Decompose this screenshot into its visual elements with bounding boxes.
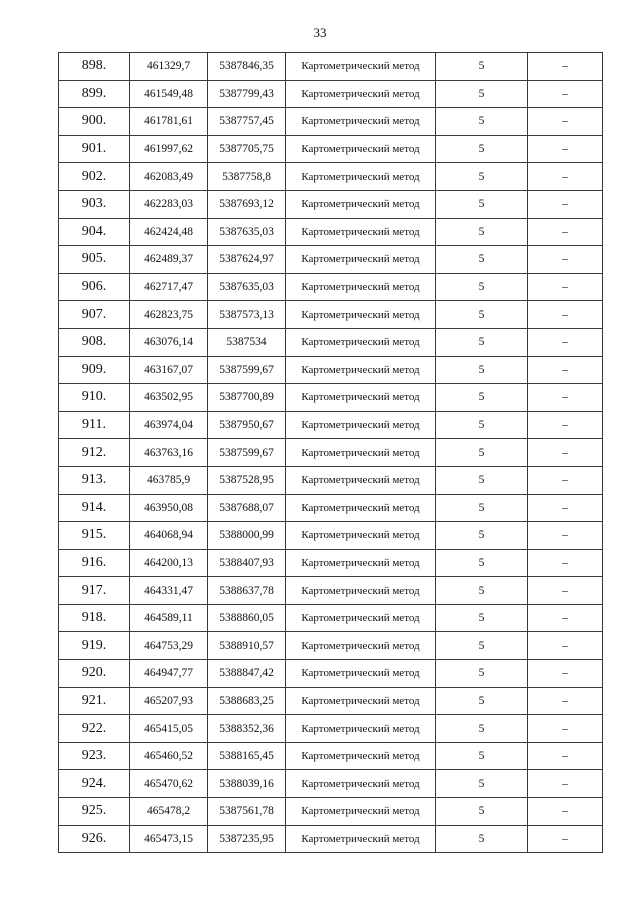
method-cell: Картометрический метод	[286, 190, 436, 218]
x-coordinate-cell: 462489,37	[130, 246, 208, 274]
accuracy-cell: 5	[436, 798, 528, 826]
note-cell: –	[528, 356, 603, 384]
page-number: 33	[313, 25, 327, 40]
note-cell: –	[528, 466, 603, 494]
x-coordinate-cell: 465207,93	[130, 687, 208, 715]
method-cell: Картометрический метод	[286, 411, 436, 439]
method-cell: Картометрический метод	[286, 53, 436, 81]
table-row	[59, 742, 603, 770]
table-row	[59, 522, 603, 550]
table-row	[59, 825, 603, 853]
method-cell: Картометрический метод	[286, 218, 436, 246]
y-coordinate-cell: 5387534	[208, 328, 286, 356]
y-coordinate-cell: 5387573,13	[208, 301, 286, 329]
note-cell: –	[528, 246, 603, 274]
accuracy-cell: 5	[436, 53, 528, 81]
y-coordinate-cell: 5388352,36	[208, 715, 286, 743]
method-cell: Картометрический метод	[286, 466, 436, 494]
method-cell: Картометрический метод	[286, 660, 436, 688]
note-cell: –	[528, 108, 603, 136]
note-cell: –	[528, 384, 603, 412]
table-row	[59, 356, 603, 384]
note-cell: –	[528, 53, 603, 81]
x-coordinate-cell: 465470,62	[130, 770, 208, 798]
method-cell: Картометрический метод	[286, 549, 436, 577]
point-number-cell: 913.	[59, 466, 130, 494]
y-coordinate-cell: 5388407,93	[208, 549, 286, 577]
method-cell: Картометрический метод	[286, 108, 436, 136]
accuracy-cell: 5	[436, 687, 528, 715]
note-cell: –	[528, 411, 603, 439]
point-number-cell: 906.	[59, 273, 130, 301]
accuracy-cell: 5	[436, 273, 528, 301]
table-row	[59, 494, 603, 522]
x-coordinate-cell: 465478,2	[130, 798, 208, 826]
point-number-cell: 911.	[59, 411, 130, 439]
accuracy-cell: 5	[436, 632, 528, 660]
table-row	[59, 190, 603, 218]
method-cell: Картометрический метод	[286, 632, 436, 660]
method-cell: Картометрический метод	[286, 246, 436, 274]
point-number-cell: 920.	[59, 660, 130, 688]
table-row	[59, 770, 603, 798]
point-number-cell: 902.	[59, 163, 130, 191]
accuracy-cell: 5	[436, 163, 528, 191]
y-coordinate-cell: 5387528,95	[208, 466, 286, 494]
table-row	[59, 246, 603, 274]
note-cell: –	[528, 439, 603, 467]
note-cell: –	[528, 549, 603, 577]
accuracy-cell: 5	[436, 301, 528, 329]
note-cell: –	[528, 522, 603, 550]
point-number-cell: 898.	[59, 53, 130, 81]
point-number-cell: 926.	[59, 825, 130, 853]
y-coordinate-cell: 5387561,78	[208, 798, 286, 826]
y-coordinate-cell: 5387635,03	[208, 273, 286, 301]
accuracy-cell: 5	[436, 577, 528, 605]
note-cell: –	[528, 80, 603, 108]
note-cell: –	[528, 190, 603, 218]
x-coordinate-cell: 461781,61	[130, 108, 208, 136]
method-cell: Картометрический метод	[286, 163, 436, 191]
accuracy-cell: 5	[436, 660, 528, 688]
method-cell: Картометрический метод	[286, 135, 436, 163]
accuracy-cell: 5	[436, 604, 528, 632]
accuracy-cell: 5	[436, 549, 528, 577]
method-cell: Картометрический метод	[286, 798, 436, 826]
point-number-cell: 925.	[59, 798, 130, 826]
accuracy-cell: 5	[436, 466, 528, 494]
method-cell: Картометрический метод	[286, 494, 436, 522]
point-number-cell: 919.	[59, 632, 130, 660]
y-coordinate-cell: 5387799,43	[208, 80, 286, 108]
accuracy-cell: 5	[436, 356, 528, 384]
point-number-cell: 905.	[59, 246, 130, 274]
x-coordinate-cell: 461329,7	[130, 53, 208, 81]
table-row	[59, 301, 603, 329]
y-coordinate-cell: 5388039,16	[208, 770, 286, 798]
accuracy-cell: 5	[436, 411, 528, 439]
x-coordinate-cell: 465460,52	[130, 742, 208, 770]
x-coordinate-cell: 463950,08	[130, 494, 208, 522]
method-cell: Картометрический метод	[286, 80, 436, 108]
method-cell: Картометрический метод	[286, 439, 436, 467]
y-coordinate-cell: 5387235,95	[208, 825, 286, 853]
point-number-cell: 899.	[59, 80, 130, 108]
accuracy-cell: 5	[436, 108, 528, 136]
method-cell: Картометрический метод	[286, 356, 436, 384]
note-cell: –	[528, 604, 603, 632]
accuracy-cell: 5	[436, 384, 528, 412]
y-coordinate-cell: 5387950,67	[208, 411, 286, 439]
x-coordinate-cell: 464068,94	[130, 522, 208, 550]
table-row	[59, 273, 603, 301]
table-row	[59, 549, 603, 577]
y-coordinate-cell: 5388860,05	[208, 604, 286, 632]
note-cell: –	[528, 687, 603, 715]
table-row	[59, 80, 603, 108]
table-row	[59, 577, 603, 605]
table-row	[59, 604, 603, 632]
note-cell: –	[528, 301, 603, 329]
method-cell: Картометрический метод	[286, 604, 436, 632]
accuracy-cell: 5	[436, 770, 528, 798]
note-cell: –	[528, 218, 603, 246]
table-row	[59, 163, 603, 191]
y-coordinate-cell: 5387693,12	[208, 190, 286, 218]
table-body	[59, 53, 603, 853]
point-number-cell: 916.	[59, 549, 130, 577]
method-cell: Картометрический метод	[286, 770, 436, 798]
accuracy-cell: 5	[436, 494, 528, 522]
y-coordinate-cell: 5388847,42	[208, 660, 286, 688]
table-row	[59, 108, 603, 136]
coordinates-table	[58, 52, 603, 853]
accuracy-cell: 5	[436, 218, 528, 246]
accuracy-cell: 5	[436, 742, 528, 770]
method-cell: Картометрический метод	[286, 522, 436, 550]
y-coordinate-cell: 5387757,45	[208, 108, 286, 136]
note-cell: –	[528, 742, 603, 770]
x-coordinate-cell: 464331,47	[130, 577, 208, 605]
table-row	[59, 466, 603, 494]
note-cell: –	[528, 632, 603, 660]
method-cell: Картометрический метод	[286, 577, 436, 605]
point-number-cell: 908.	[59, 328, 130, 356]
method-cell: Картометрический метод	[286, 715, 436, 743]
point-number-cell: 907.	[59, 301, 130, 329]
x-coordinate-cell: 463076,14	[130, 328, 208, 356]
accuracy-cell: 5	[436, 80, 528, 108]
note-cell: –	[528, 135, 603, 163]
point-number-cell: 917.	[59, 577, 130, 605]
x-coordinate-cell: 463502,95	[130, 384, 208, 412]
x-coordinate-cell: 464753,29	[130, 632, 208, 660]
method-cell: Картометрический метод	[286, 301, 436, 329]
y-coordinate-cell: 5387635,03	[208, 218, 286, 246]
accuracy-cell: 5	[436, 135, 528, 163]
point-number-cell: 923.	[59, 742, 130, 770]
y-coordinate-cell: 5387700,89	[208, 384, 286, 412]
y-coordinate-cell: 5387624,97	[208, 246, 286, 274]
note-cell: –	[528, 577, 603, 605]
point-number-cell: 910.	[59, 384, 130, 412]
y-coordinate-cell: 5387599,67	[208, 439, 286, 467]
accuracy-cell: 5	[436, 715, 528, 743]
table-row	[59, 411, 603, 439]
method-cell: Картометрический метод	[286, 687, 436, 715]
point-number-cell: 900.	[59, 108, 130, 136]
x-coordinate-cell: 462283,03	[130, 190, 208, 218]
x-coordinate-cell: 464947,77	[130, 660, 208, 688]
y-coordinate-cell: 5387846,35	[208, 53, 286, 81]
x-coordinate-cell: 462083,49	[130, 163, 208, 191]
point-number-cell: 921.	[59, 687, 130, 715]
x-coordinate-cell: 461549,48	[130, 80, 208, 108]
accuracy-cell: 5	[436, 328, 528, 356]
point-number-cell: 901.	[59, 135, 130, 163]
x-coordinate-cell: 463785,9	[130, 466, 208, 494]
point-number-cell: 915.	[59, 522, 130, 550]
method-cell: Картометрический метод	[286, 384, 436, 412]
table-row	[59, 715, 603, 743]
y-coordinate-cell: 5387758,8	[208, 163, 286, 191]
x-coordinate-cell: 465473,15	[130, 825, 208, 853]
y-coordinate-cell: 5388910,57	[208, 632, 286, 660]
note-cell: –	[528, 825, 603, 853]
y-coordinate-cell: 5388683,25	[208, 687, 286, 715]
accuracy-cell: 5	[436, 825, 528, 853]
point-number-cell: 914.	[59, 494, 130, 522]
x-coordinate-cell: 463974,04	[130, 411, 208, 439]
x-coordinate-cell: 462717,47	[130, 273, 208, 301]
table-row	[59, 439, 603, 467]
y-coordinate-cell: 5388637,78	[208, 577, 286, 605]
point-number-cell: 922.	[59, 715, 130, 743]
y-coordinate-cell: 5388165,45	[208, 742, 286, 770]
method-cell: Картометрический метод	[286, 742, 436, 770]
point-number-cell: 912.	[59, 439, 130, 467]
y-coordinate-cell: 5388000,99	[208, 522, 286, 550]
table-row	[59, 687, 603, 715]
note-cell: –	[528, 494, 603, 522]
point-number-cell: 918.	[59, 604, 130, 632]
note-cell: –	[528, 163, 603, 191]
x-coordinate-cell: 462823,75	[130, 301, 208, 329]
table-row	[59, 384, 603, 412]
table-row	[59, 135, 603, 163]
note-cell: –	[528, 798, 603, 826]
point-number-cell: 903.	[59, 190, 130, 218]
accuracy-cell: 5	[436, 522, 528, 550]
note-cell: –	[528, 660, 603, 688]
method-cell: Картометрический метод	[286, 328, 436, 356]
y-coordinate-cell: 5387599,67	[208, 356, 286, 384]
x-coordinate-cell: 463763,16	[130, 439, 208, 467]
x-coordinate-cell: 464589,11	[130, 604, 208, 632]
table-row	[59, 798, 603, 826]
accuracy-cell: 5	[436, 190, 528, 218]
point-number-cell: 924.	[59, 770, 130, 798]
x-coordinate-cell: 465415,05	[130, 715, 208, 743]
y-coordinate-cell: 5387705,75	[208, 135, 286, 163]
accuracy-cell: 5	[436, 246, 528, 274]
note-cell: –	[528, 715, 603, 743]
note-cell: –	[528, 328, 603, 356]
x-coordinate-cell: 461997,62	[130, 135, 208, 163]
y-coordinate-cell: 5387688,07	[208, 494, 286, 522]
x-coordinate-cell: 462424,48	[130, 218, 208, 246]
x-coordinate-cell: 464200,13	[130, 549, 208, 577]
x-coordinate-cell: 463167,07	[130, 356, 208, 384]
method-cell: Картометрический метод	[286, 825, 436, 853]
point-number-cell: 909.	[59, 356, 130, 384]
table-row	[59, 660, 603, 688]
table-row	[59, 632, 603, 660]
point-number-cell: 904.	[59, 218, 130, 246]
table-row	[59, 218, 603, 246]
method-cell: Картометрический метод	[286, 273, 436, 301]
note-cell: –	[528, 273, 603, 301]
table-row	[59, 53, 603, 81]
table-row	[59, 328, 603, 356]
accuracy-cell: 5	[436, 439, 528, 467]
note-cell: –	[528, 770, 603, 798]
